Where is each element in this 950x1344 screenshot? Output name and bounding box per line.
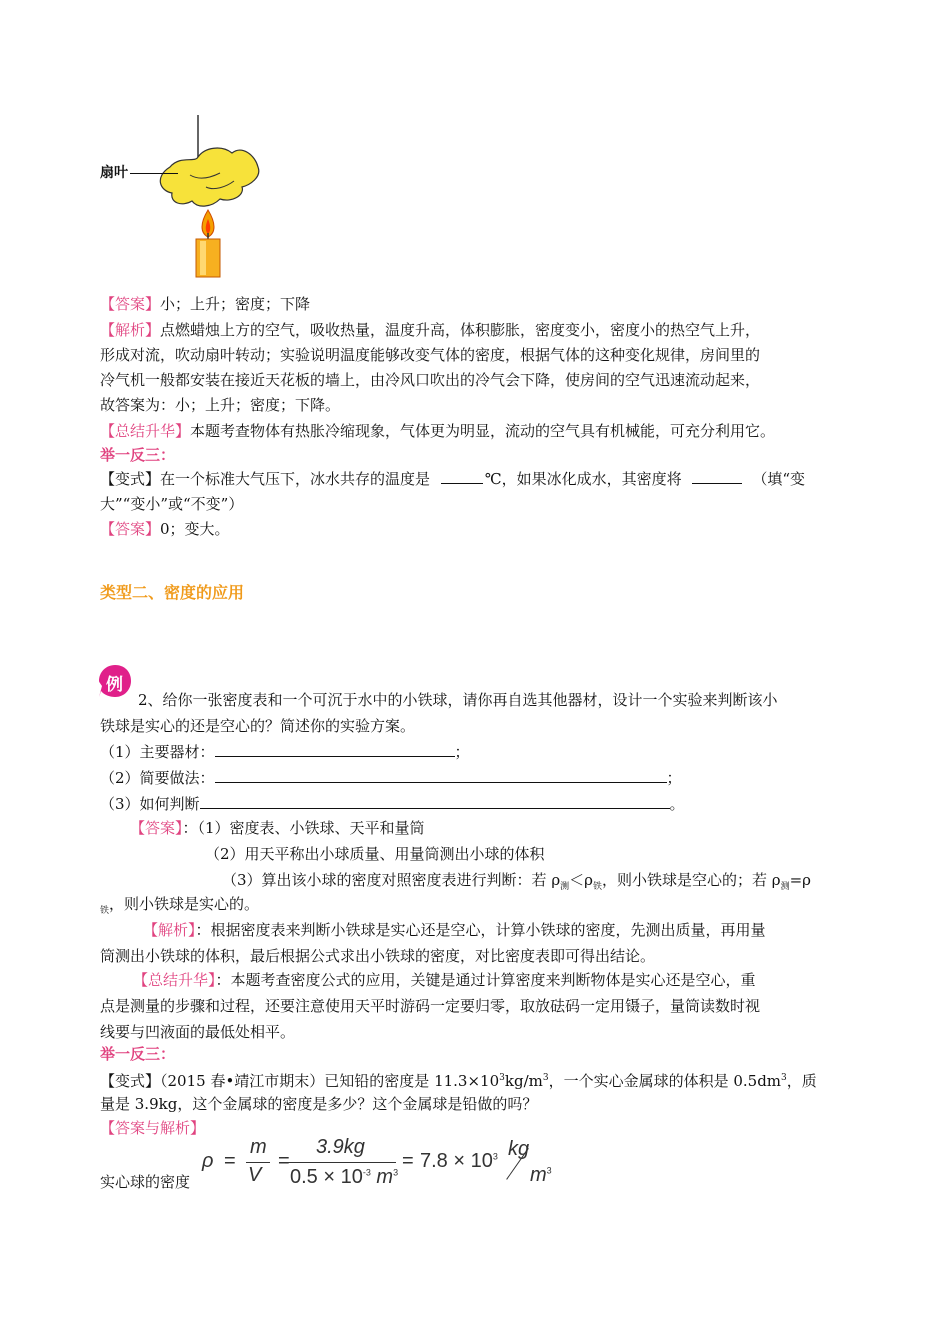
q1-summary: 【总结升华】本题考查物体有热胀冷缩现象，气体更为明显，流动的空气具有机械能，可充分利用它。 [100,422,776,440]
q2-answer-l1: 【答案】：（1）密度表、小铁球、天平和量筒 [130,819,425,837]
blank-materials[interactable] [215,742,455,757]
q1-variant-answer: 【答案】0；变大。 [100,520,230,538]
blank-procedure[interactable] [215,768,667,783]
example-badge: 例 [98,664,132,698]
q2-summary-l1: 【总结升华】：本题考查密度公式的应用，关键是通过计算密度来判断物体是实心还是空心，重 [133,971,756,989]
candle [196,239,220,277]
q1-answer: 【答案】小；上升；密度；下降 [100,295,311,313]
q1-analysis-l3: 冷气机一般都安装在接近天花板的墙上，由冷风口吹出的冷气会下降，使房间的空气迅速流动起来， [100,371,761,389]
q2-analysis-l1: 【解析】：根据密度表来判断小铁球是实心还是空心，计算小铁球的密度，先测出质量，再用量 [143,921,766,939]
analysis-tag: 【解析】 [100,321,161,339]
q2-analysis-l2: 筒测出小铁球的体积，最后根据公式求出小铁球的密度，对比密度表即可得出结论。 [100,947,656,965]
blank-density-change[interactable] [692,469,742,484]
q2-extend-heading: 举一反三： [100,1045,176,1063]
q1-analysis-l1: 【解析】点燃蜡烛上方的空气，吸收热量，温度升高，体积膨胀，密度变小，密度小的热空气上升， [100,321,761,339]
q2-summary-l2: 点是测量的步骤和过程，还要注意使用天平时游码一定要归零，取放砝码一定用镊子，量筒读数时视 [100,997,761,1015]
q1-analysis-l2: 形成对流，吹动扇叶转动；实验说明温度能够改变气体的密度，根据气体的这种变化规律，房间里的 [100,346,761,364]
blank-temperature[interactable] [441,469,483,484]
q2-variant-l2: 量是 3.9kg，这个金属球的密度是多少？这个金属球是铅做的吗？ [100,1095,538,1113]
q2-item2: （2）简要做法： ； [100,769,682,787]
q2-variant-l1: 【变式】（2015 春•靖江市期末）已知铅的密度是 $11.3\times 10^3kg/m^3$，一个实心金属球的体积是 $0.5dm^3$，质 [100,1072,817,1090]
fan-candle-figure [150,115,270,280]
q1-analysis-l4: 故答案为：小；上升；密度；下降。 [100,396,341,414]
q2-item1: （1）主要器材： ； [100,743,470,761]
q2-answer-l2: （2）用天平称出小球质量、用量筒测出小球的体积 [205,845,545,863]
answer-analysis-tag: 【答案与解析】 [100,1119,206,1137]
q2-item3: （3）如何判断 。 [100,795,685,813]
q2-stem-l1: 2、给你一张密度表和一个可沉于水中的小铁球，请你再自选其他器材，设计一个实验来判断该小 [138,691,778,709]
answer-tag: 【答案】 [100,295,161,313]
q2-summary-l3: 线要与凹液面的最低处相平。 [100,1023,296,1041]
q2-answer-l3: （3）算出该小球的密度对照密度表进行判断：若 $\rho_测<\rho_铁$，则小铁球是空心的；若 $\rho_测=\rho$ [222,871,811,892]
summary-tag: 【总结升华】 [100,422,191,440]
q2-answer-l4: $_铁$，则小铁球是实心的。 [100,895,260,916]
solid-density-label: 实心球的密度 [100,1173,191,1191]
q2-stem-l2: 铁球是实心的还是空心的？简述你的实验方案。 [100,717,416,735]
q1-extend-heading: 举一反三： [100,446,176,464]
blank-judgement[interactable] [200,794,670,809]
fan-label: 扇叶 [100,162,178,182]
q1-variant-l1: 【变式】在一个标准大气压下，冰水共存的温度是 ℃，如果冰化成水，其密度将 （填“变 [100,470,806,488]
q1-variant-l2: 大”“变小”或“不变”） [100,495,244,513]
section-title: 类型二、密度的应用 [100,583,245,602]
